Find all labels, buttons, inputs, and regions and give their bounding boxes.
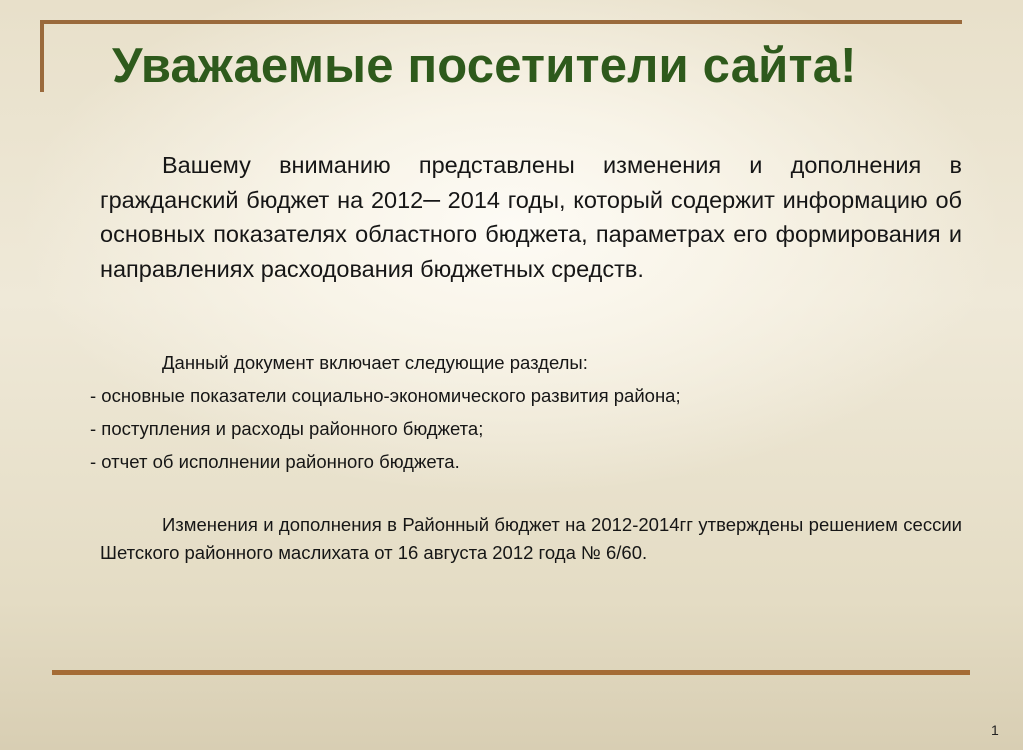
frame-left-line <box>40 20 44 92</box>
page-title: Уважаемые посетители сайта! <box>112 39 857 93</box>
page-number: 1 <box>991 722 999 738</box>
sections-list <box>90 384 681 483</box>
sections-intro: Данный документ включает следующие разделы: <box>162 352 588 373</box>
section-item-execution-report: - отчет об исполнении районного бюджета. <box>90 451 460 472</box>
main-paragraph: Вашему вниманию представлены изменения и дополнения в гражданский бюджет на 2012─ 2014 годы, который содержит информацию об основных показателях областного бюджета, параметрах его формирования и направлениях расходования бюджетных средств. <box>100 152 962 282</box>
section-item-revenue-expenses: - поступления и расходы районного бюджета; <box>90 418 484 439</box>
final-paragraph: Изменения и дополнения в Районный бюджет на 2012-2014гг утверждены решением сессии Шетского районного маслихата от 16 августа 2012 года № 6/60. <box>100 514 962 563</box>
frame-top-line <box>40 20 962 24</box>
section-item-indicators: - основные показатели социально-экономического развития района; <box>90 385 681 406</box>
frame-bottom-line <box>52 670 970 675</box>
